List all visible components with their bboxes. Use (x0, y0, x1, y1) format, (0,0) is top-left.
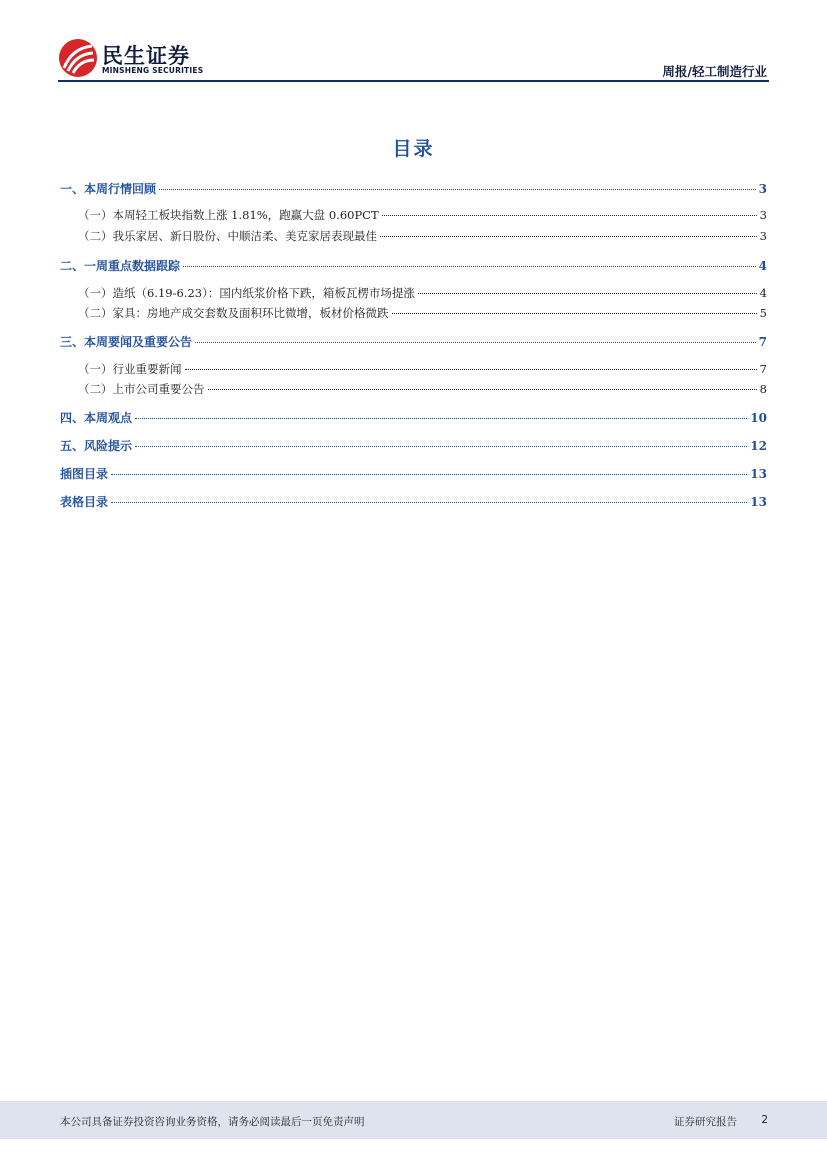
company-logo (58, 38, 218, 80)
toc-entry-title: （二）家具：房地产成交套数及面积环比微增，板材价格微跌 (78, 306, 389, 320)
toc-dot-leader (135, 446, 747, 447)
toc-dot-leader (111, 474, 747, 475)
toc-entry-title: （二）上市公司重要公告 (78, 382, 205, 396)
toc-dot-leader (185, 369, 757, 370)
toc-title: 目录 (392, 138, 435, 160)
toc-entry[interactable] (60, 437, 767, 455)
toc-dot-leader (135, 418, 747, 419)
toc-entry-page: 3 (759, 208, 767, 222)
page-number: 2 (761, 1114, 768, 1126)
logo-english-name: MINSHENG SECURITIES (102, 66, 204, 75)
toc-dot-leader (183, 266, 756, 267)
toc-dot-leader (382, 215, 757, 216)
toc-entry-page: 3 (759, 229, 767, 243)
toc-entry-title: （一）造纸（6.19-6.23）：国内纸浆价格下跌，箱板瓦楞市场提涨 (78, 286, 415, 300)
toc-entry[interactable] (60, 257, 767, 275)
toc-dot-leader (111, 502, 747, 503)
toc-entry-page: 3 (758, 182, 767, 196)
toc-entry[interactable] (60, 465, 767, 483)
toc-entry-page: 5 (759, 306, 767, 320)
minsheng-logo-icon (58, 38, 98, 78)
toc-entry-page: 13 (750, 467, 767, 481)
toc-entry[interactable] (78, 285, 767, 303)
toc-entry-title: 二、一周重点数据跟踪 (60, 259, 181, 273)
toc-entry[interactable] (78, 305, 767, 323)
toc-entry[interactable] (78, 228, 767, 246)
toc-entry-page: 7 (759, 362, 767, 376)
header-divider (58, 80, 769, 82)
toc-dot-leader (380, 236, 757, 237)
toc-dot-leader (208, 389, 757, 390)
toc-entry-title: 四、本周观点 (60, 411, 133, 425)
toc-entry-title: 表格目录 (60, 495, 109, 509)
toc-entry-title: （一）行业重要新闻 (78, 362, 182, 376)
toc-entry[interactable] (78, 361, 767, 379)
toc-dot-leader (159, 189, 756, 190)
toc-dot-leader (418, 293, 757, 294)
toc-entry-page: 4 (759, 286, 767, 300)
toc-entry-page: 10 (750, 411, 767, 425)
toc-entry-page: 4 (758, 259, 767, 273)
toc-entry[interactable] (78, 381, 767, 399)
report-type-label: 周报/轻工制造行业 (662, 64, 767, 79)
toc-entry-title: （二）我乐家居、新日股份、中顺洁柔、美克家居表现最佳 (78, 229, 377, 243)
footer-disclaimer: 本公司具备证券投资咨询业务资格，请务必阅读最后一页免责声明 (60, 1116, 365, 1128)
toc-entry-title: （一）本周轻工板块指数上涨 1.81%，跑赢大盘 0.60PCT (78, 208, 379, 222)
toc-entry[interactable] (60, 493, 767, 511)
footer-doc-type: 证券研究报告 (674, 1116, 737, 1128)
logo-chinese-name: 民生证券 (102, 44, 190, 68)
toc-entry[interactable] (60, 409, 767, 427)
toc-entry-page: 12 (750, 439, 767, 453)
toc-entry-page: 8 (759, 382, 767, 396)
toc-entry[interactable] (78, 207, 767, 225)
toc-entry-title: 三、本周要闻及重要公告 (60, 335, 193, 349)
toc-entry-title: 五、风险提示 (60, 439, 133, 453)
toc-entry-title: 插图目录 (60, 467, 109, 481)
toc-entry-page: 13 (750, 495, 767, 509)
toc-entry[interactable] (60, 180, 767, 198)
toc-entry[interactable] (60, 333, 767, 351)
toc-dot-leader (195, 342, 756, 343)
toc-entry-title: 一、本周行情回顾 (60, 182, 157, 196)
toc-entry-page: 7 (758, 335, 767, 349)
toc-dot-leader (392, 313, 757, 314)
